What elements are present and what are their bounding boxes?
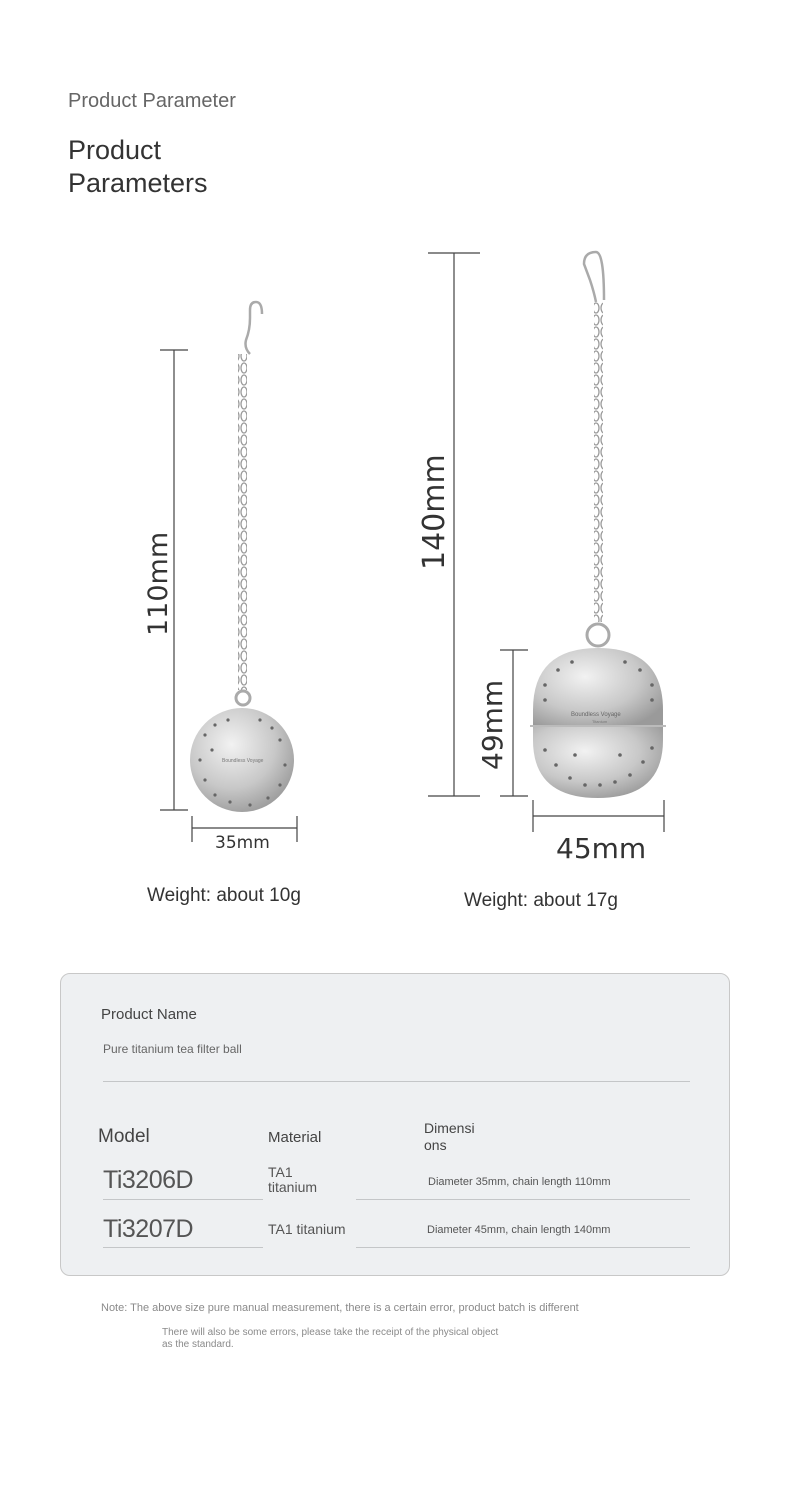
width-label-1: 35mm bbox=[215, 833, 270, 853]
header-dimensions: Dimensi ons bbox=[424, 1120, 475, 1153]
product-2-illustration bbox=[417, 252, 666, 865]
brand-logo: Boundless Voyage bbox=[571, 712, 621, 718]
page-title: Product Parameters bbox=[68, 135, 208, 198]
divider bbox=[356, 1199, 690, 1200]
weight-product-1 bbox=[147, 885, 301, 907]
divider bbox=[356, 1247, 690, 1248]
divider bbox=[103, 1081, 690, 1082]
chain-icon bbox=[238, 354, 247, 690]
row-1-dimensions: Diameter 35mm, chain length 110mm bbox=[428, 1176, 611, 1188]
ball-height-label-2: 49mm bbox=[476, 679, 509, 770]
spec-table-card bbox=[60, 973, 730, 1276]
header-material: Material bbox=[268, 1129, 322, 1146]
product-name-label: Product Name bbox=[101, 1006, 197, 1023]
weight-label: Weight: bbox=[147, 885, 212, 906]
header-model: Model bbox=[98, 1126, 150, 1147]
weight-product-2 bbox=[464, 890, 618, 912]
note-line-2: There will also be some errors, please take the receipt of the physical object as the standard. bbox=[162, 1327, 499, 1350]
height-label-1: 110mm bbox=[143, 531, 174, 636]
weight-value: about 10g bbox=[216, 885, 301, 906]
width-label-2: 45mm bbox=[556, 832, 647, 865]
section-subtitle: Product Parameter bbox=[68, 90, 236, 112]
chain-icon bbox=[594, 302, 603, 622]
weight-value: about 17g bbox=[533, 890, 618, 911]
hook-icon bbox=[584, 252, 604, 302]
row-1-model: Ti3206D bbox=[103, 1166, 194, 1194]
height-label-2: 140mm bbox=[417, 454, 452, 570]
brand-logo: Boundless Voyage bbox=[222, 758, 264, 764]
brand-sub: Titanium bbox=[592, 719, 608, 724]
weight-label: Weight: bbox=[464, 890, 529, 911]
product-figures bbox=[0, 230, 790, 930]
row-2-material: TA1 titanium bbox=[268, 1221, 346, 1237]
row-1-material: TA1 titanium bbox=[268, 1164, 318, 1195]
product-1-illustration bbox=[143, 302, 297, 853]
row-2-dimensions: Diameter 45mm, chain length 140mm bbox=[427, 1224, 611, 1236]
divider bbox=[103, 1247, 263, 1248]
product-name-value: Pure titanium tea filter ball bbox=[103, 1042, 242, 1056]
note-line-1: Note: The above size pure manual measurement, there is a certain error, product batch is different bbox=[101, 1302, 579, 1314]
divider bbox=[103, 1199, 263, 1200]
row-2-model: Ti3207D bbox=[103, 1215, 194, 1243]
hook-icon bbox=[246, 302, 263, 354]
